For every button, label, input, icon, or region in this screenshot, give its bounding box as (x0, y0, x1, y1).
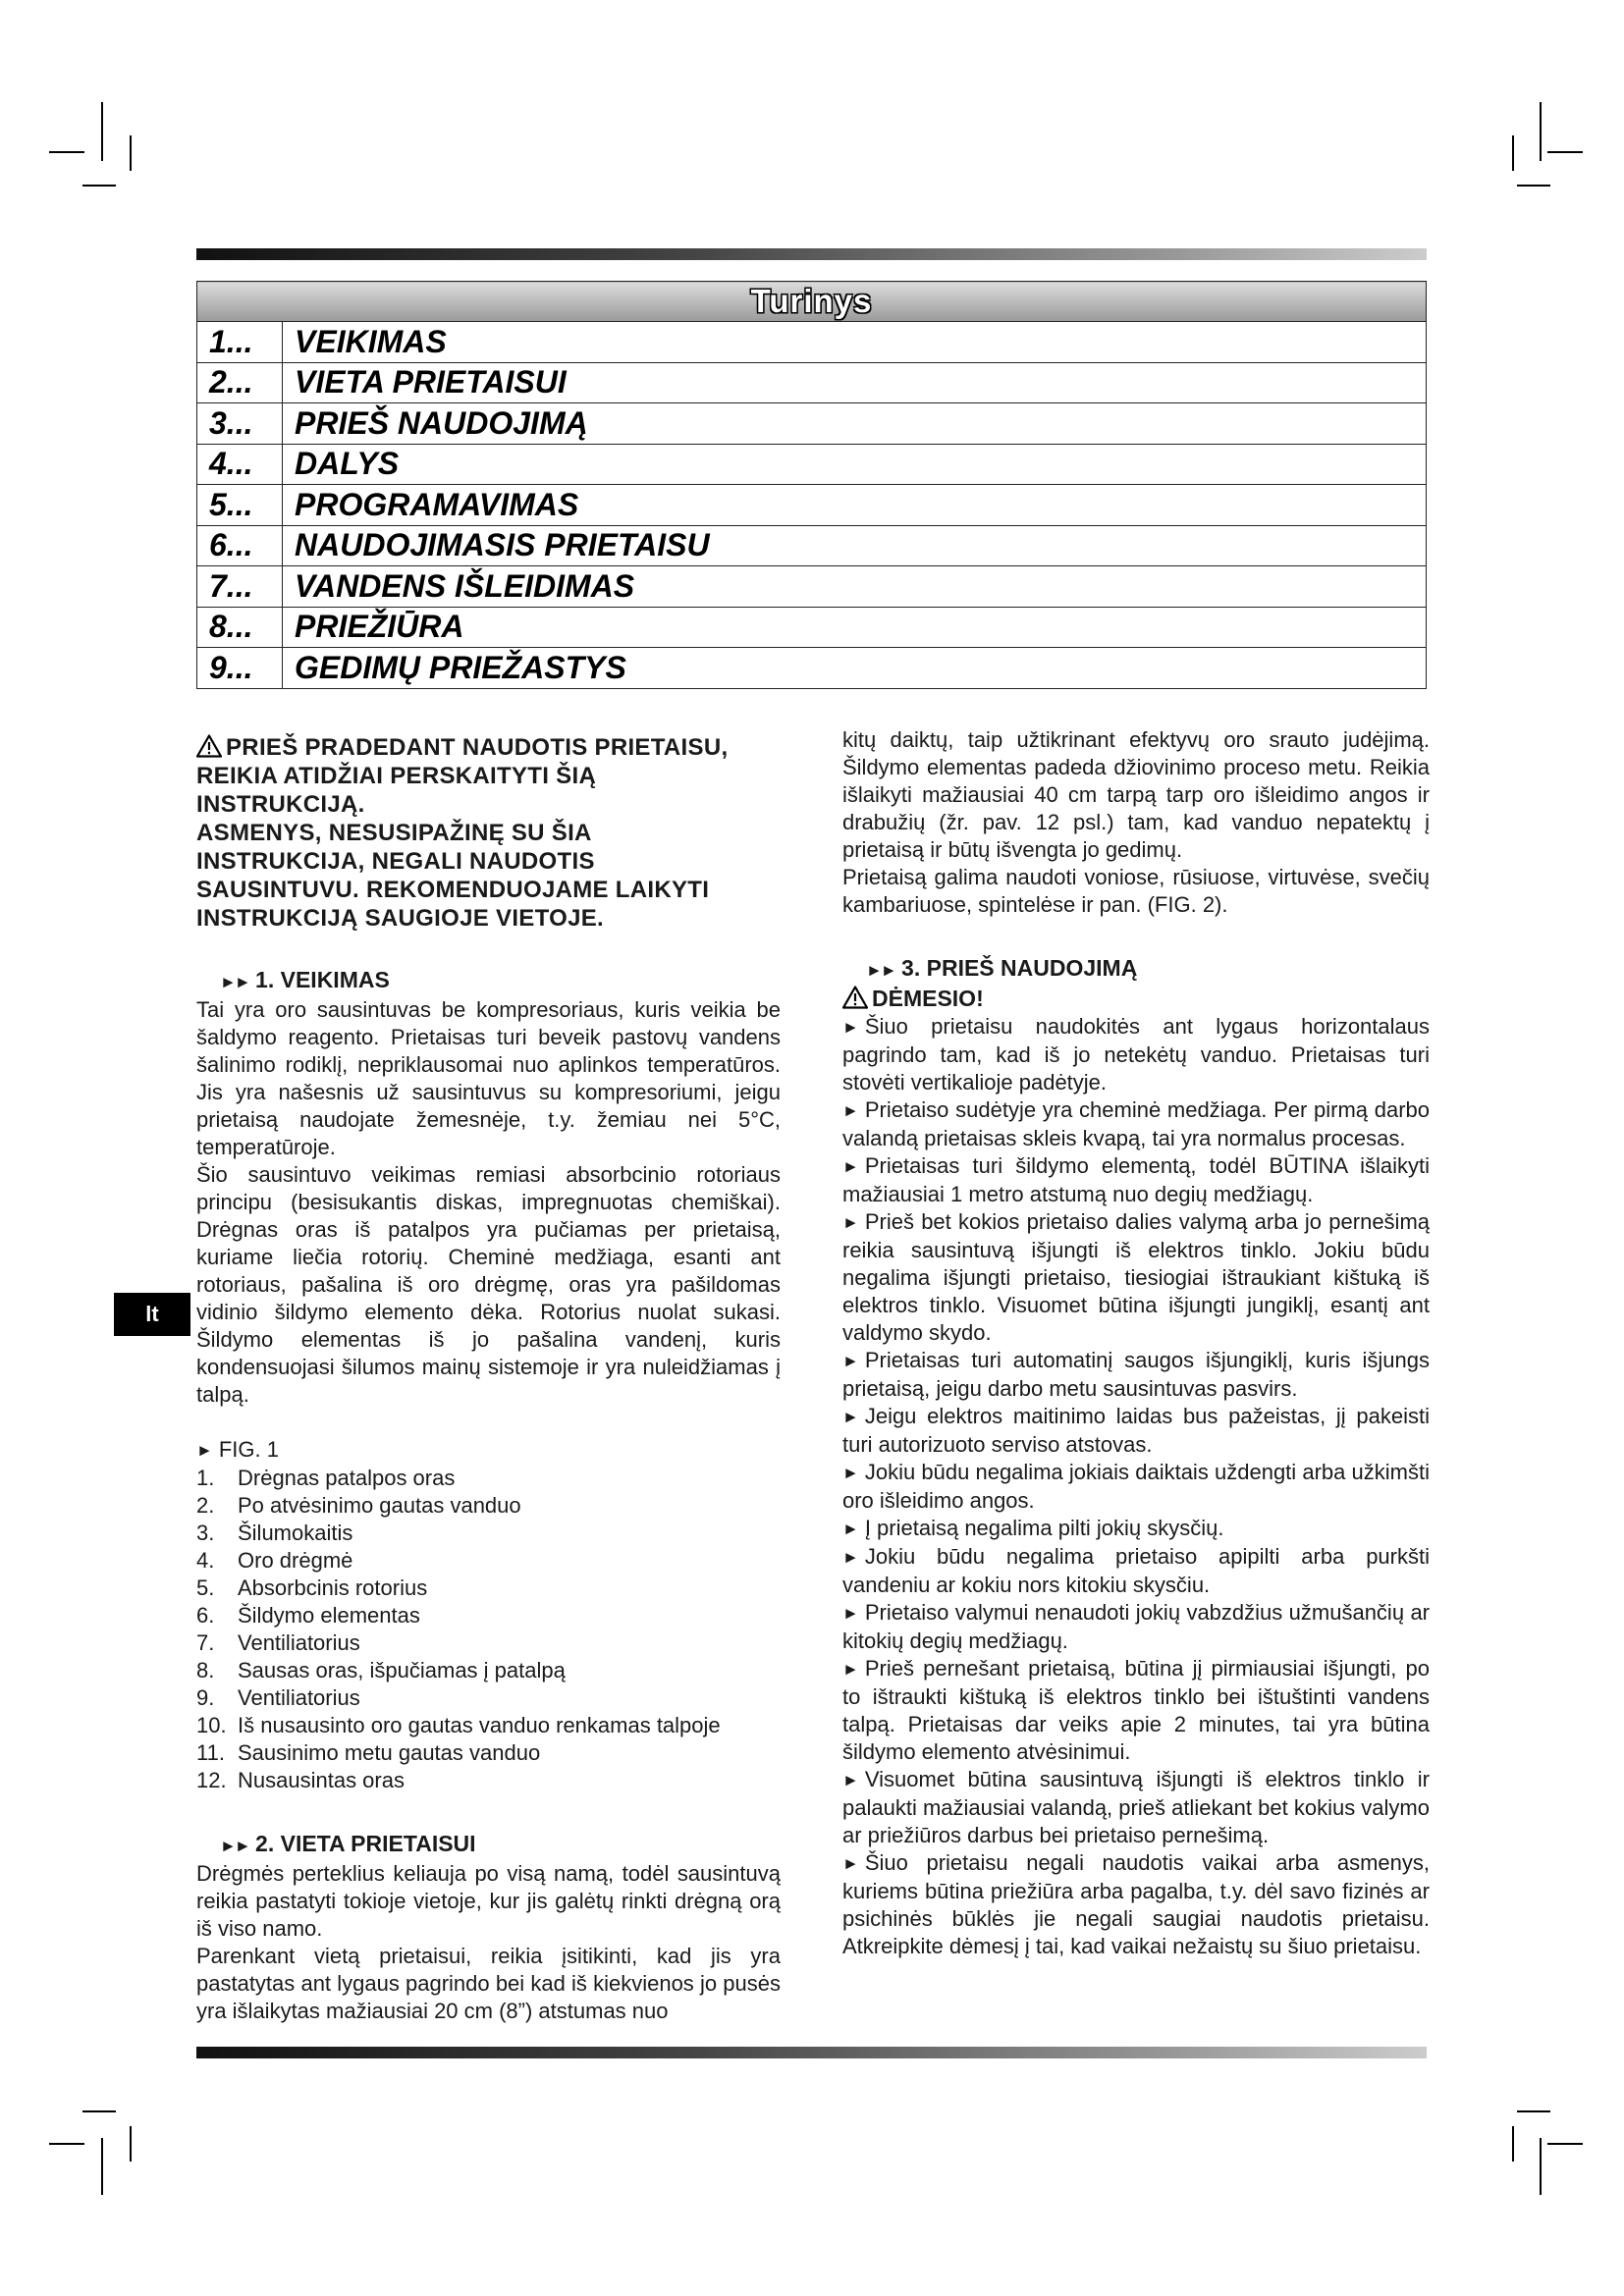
precaution-item (842, 1152, 1430, 1208)
list-text: Šilumokaitis (238, 1521, 353, 1545)
precaution-text: Prietaisas turi automatinį saugos išjungiklį, kuris išjungs prietaisą, jeigu darbo metu sausintuvas pasvirs. (842, 1348, 1430, 1401)
list-number: 2. (196, 1493, 215, 1518)
toc-number: 9... (197, 648, 283, 689)
bullet-arrow-icon: ► (842, 1464, 859, 1482)
warning-line: INSTRUKCIJA, NEGALI NAUDOTIS (196, 848, 595, 875)
list-item (196, 1547, 781, 1575)
toc-number: 7... (197, 566, 283, 608)
list-text: Absorbcinis rotorius (238, 1575, 428, 1600)
toc-number: 3... (197, 403, 283, 445)
bullet-arrow-icon: ► (842, 1157, 859, 1176)
double-arrow-icon: ►► (220, 973, 249, 991)
section-title: 1. VEIKIMAS (255, 967, 390, 992)
list-text: Nusausintas oras (238, 1768, 405, 1792)
list-item (196, 1629, 781, 1657)
toc-row[interactable] (197, 648, 1427, 689)
toc-number: 5... (197, 485, 283, 526)
top-rule (196, 248, 1427, 260)
list-item (196, 1575, 781, 1602)
list-number: 9. (196, 1685, 215, 1710)
list-number: 1. (196, 1466, 215, 1490)
toc-row[interactable] (197, 607, 1427, 648)
paragraph: Šio sausintuvo veikimas remiasi absorbcinio rotoriaus principu (besisukantis diskas, impregnuotas chemiškai). Drėgnas oras iš patalpos yra pučiamas per prietaisą, kuriame liečia rotorių. Cheminė medžiaga, esanti ant rotoriaus, pašalina iš oro drėgmę, oras yra pašildomas vidinio šildymo elemento dėka. Rotorius nuolat sukasi. Šildymo elementas iš jo pašalina vandenį, kuris kondensuojasi šilumos mainų sistemoje ir yra nuleidžiamas į talpą. (196, 1162, 781, 1407)
bullet-arrow-icon: ► (842, 1660, 859, 1679)
precaution-item (842, 1599, 1430, 1655)
precaution-text: Visuomet būtina sausintuvą išjungti iš elektros tinklo ir palaukti mažiausiai valandą, prieš atliekant bet kokius valymo ar priežiūros darbus bei prietaiso pernešimą. (842, 1767, 1430, 1847)
list-item (196, 1520, 781, 1547)
right-column (842, 726, 1430, 1960)
left-column (196, 733, 781, 2025)
list-item (196, 1465, 781, 1492)
section-2-heading (196, 1830, 781, 1860)
list-number: 4. (196, 1548, 215, 1573)
bullet-arrow-icon: ► (842, 1018, 859, 1037)
list-item (196, 1739, 781, 1767)
toc-label[interactable]: DALYS (283, 444, 1427, 485)
paragraph: kitų daiktų, taip užtikrinant efektyvų oro srauto judėjimą. Šildymo elementas padeda džiovinimo proceso metu. Reikia išlaikyti mažiausiai 40 cm tarpą tarp oro išleidimo angos ir drabužių (žr. pav. 12 psl.) tam, kad vanduo nepatektų į prietaisą ir būtų išvengta jo gedimų. (842, 727, 1430, 862)
toc-label[interactable]: PROGRAMAVIMAS (283, 485, 1427, 526)
warning-line: PRIEŠ PRADEDANT NAUDOTIS PRIETAISU, (226, 734, 729, 761)
bullet-arrow-icon: ► (842, 1854, 859, 1873)
toc-number: 2... (197, 362, 283, 403)
list-number: 6. (196, 1603, 215, 1628)
toc-label[interactable]: GEDIMŲ PRIEŽASTYS (283, 648, 1427, 689)
precautions-list (842, 1013, 1430, 1960)
table-of-contents (196, 281, 1427, 689)
list-item (196, 1492, 781, 1520)
toc-row[interactable] (197, 362, 1427, 403)
precaution-item (842, 1543, 1430, 1599)
double-arrow-icon: ►► (220, 1837, 249, 1855)
attention-text: DĖMESIO! (872, 986, 984, 1011)
precaution-item (842, 1013, 1430, 1096)
bullet-arrow-icon: ► (842, 1548, 859, 1567)
bullet-arrow-icon: ► (842, 1771, 859, 1789)
precaution-text: Į prietaisą negalima pilti jokių skysčių. (864, 1516, 1224, 1540)
warning-icon (842, 986, 868, 1009)
precaution-item (842, 1208, 1430, 1347)
toc-row[interactable] (197, 444, 1427, 485)
paragraph: Tai yra oro sausintuvas be kompresoriaus, kuris veikia be šaldymo reagento. Prietaisas turi beveik pastovų vandens šalinimo rodiklį, nepriklausomai nuo aplinkos temperatūros. Jis yra našesnis už sausintuvus su kompresoriumi, jeigu prietaisą naudojate žemesnėje, t.y. žemiau nei 5°C, temperatūroje. (196, 997, 781, 1159)
list-number: 12. (196, 1768, 227, 1792)
list-item (196, 1602, 781, 1629)
bullet-arrow-icon: ► (842, 1520, 859, 1538)
bullet-arrow-icon: ► (842, 1101, 859, 1120)
warning-line: REIKIA ATIDŽIAI PERSKAITYTI ŠIĄ (196, 763, 597, 789)
precaution-text: Prieš bet kokios prietaiso dalies valymą arba jo pernešimą reikia sausintuvą išjungti iš elektros tinklo. Jokiu būdu negalima išjungti prietaiso, tiesiogiai ištraukiant kištuką iš elektros tinklo. Visuomet būtina išjungti jungiklį, esantį ant valdymo skydo. (842, 1209, 1430, 1345)
toc-row[interactable] (197, 485, 1427, 526)
section-1-heading (196, 966, 781, 996)
toc-label[interactable]: PRIEŽIŪRA (283, 607, 1427, 648)
figure-label (196, 1436, 781, 1465)
toc-number: 4... (197, 444, 283, 485)
precaution-text: Jokiu būdu negalima jokiais daiktais uždengti arba užkimšti oro išleidimo angos. (842, 1460, 1430, 1513)
section-title: 3. PRIEŠ NAUDOJIMĄ (901, 955, 1138, 981)
precaution-text: Prietaisas turi šildymo elementą, todėl BŪTINA išlaikyti mažiausiai 1 metro atstumą nuo degių medžiagų. (842, 1153, 1430, 1206)
toc-number: 6... (197, 525, 283, 566)
toc-label[interactable]: PRIEŠ NAUDOJIMĄ (283, 403, 1427, 445)
precaution-item (842, 1459, 1430, 1515)
toc-row[interactable] (197, 322, 1427, 363)
toc-label[interactable]: VANDENS IŠLEIDIMAS (283, 566, 1427, 608)
precaution-text: Jokiu būdu negalima prietaiso apipilti arba purkšti vandeniu ar kokiu nors kitokiu skysčiu. (842, 1544, 1430, 1597)
bullet-arrow-icon: ► (842, 1213, 859, 1232)
bullet-arrow-icon: ► (842, 1352, 859, 1370)
list-number: 7. (196, 1630, 215, 1655)
precaution-text: Šiuo prietaisu naudokitės ant lygaus horizontalaus pagrindo tam, kad iš jo netekėtų vanduo. Prietaisas turi stovėti vertikalioje padėtyje. (842, 1014, 1430, 1095)
list-text: Sausinimo metu gautas vanduo (238, 1740, 541, 1765)
list-text: Oro drėgmė (238, 1548, 353, 1573)
paragraph: Prietaisą galima naudoti voniose, rūsiuose, virtuvėse, svečių kambariuose, spintelėse ir pan. (FIG. 2). (842, 865, 1430, 917)
precaution-text: Prietaiso valymui nenaudoti jokių vabzdžius užmušančių ar kitokių degių medžiagų. (842, 1600, 1430, 1653)
toc-label[interactable]: VIETA PRIETAISUI (283, 362, 1427, 403)
precaution-item (842, 1515, 1430, 1543)
list-text: Sausas oras, išpučiamas į patalpą (238, 1658, 566, 1682)
list-item (196, 1657, 781, 1684)
list-text: Ventiliatorius (238, 1630, 360, 1655)
list-number: 5. (196, 1575, 215, 1600)
list-text: Po atvėsinimo gautas vanduo (238, 1493, 521, 1518)
list-text: Drėgnas patalpos oras (238, 1466, 456, 1490)
toc-row[interactable] (197, 525, 1427, 566)
figure-legend (196, 1465, 781, 1794)
warning-icon (196, 734, 222, 758)
list-item (196, 1712, 781, 1739)
toc-number: 8... (197, 607, 283, 648)
bullet-arrow-icon: ► (842, 1408, 859, 1426)
bottom-rule (196, 2047, 1427, 2058)
list-text: Ventiliatorius (238, 1685, 360, 1710)
safety-warning (196, 733, 781, 933)
precaution-item (842, 1403, 1430, 1459)
section-title: 2. VIETA PRIETAISUI (255, 1831, 476, 1856)
language-tab: lt (114, 1293, 190, 1336)
precaution-item (842, 1096, 1430, 1152)
bullet-arrow-icon: ► (842, 1604, 859, 1623)
bullet-arrow-icon: ► (196, 1441, 213, 1460)
warning-line: SAUSINTUVU. REKOMENDUOJAME LAIKYTI (196, 877, 710, 903)
figure-label-text: FIG. 1 (218, 1437, 279, 1462)
list-number: 11. (196, 1740, 225, 1765)
list-number: 3. (196, 1521, 215, 1545)
list-text: Šildymo elementas (238, 1603, 420, 1628)
precaution-item (842, 1655, 1430, 1766)
toc-row[interactable] (197, 403, 1427, 445)
precaution-item (842, 1849, 1430, 1960)
toc-title: Turinys (197, 282, 1427, 322)
paragraph: Drėgmės perteklius keliauja po visą namą, todėl sausintuvą reikia pastatyti tokioje vietoje, kur jis galėtų rinkti drėgną orą iš viso namo. (196, 1861, 781, 1941)
warning-line: ASMENYS, NESUSIPAŽINĘ SU ŠIA (196, 820, 592, 846)
section-3-heading (842, 954, 1430, 985)
toc-row[interactable] (197, 566, 1427, 608)
precaution-text: Prietaiso sudėtyje yra cheminė medžiaga. Per pirmą darbo valandą prietaisas skleis kvapą, tai yra normalus procesas. (842, 1097, 1430, 1150)
toc-number: 1... (197, 322, 283, 363)
precaution-item (842, 1766, 1430, 1849)
paragraph: Parenkant vietą prietaisui, reikia įsitikinti, kad jis yra pastatytas ant lygaus pagrindo bei kad iš kiekvienos jo pusės yra išlaikytas mažiausiai 20 cm (8”) atstumas nuo (196, 1944, 781, 2023)
list-text: Iš nusausinto oro gautas vanduo renkamas talpoje (238, 1713, 721, 1737)
toc-label[interactable]: NAUDOJIMASIS PRIETAISU (283, 525, 1427, 566)
precaution-item (842, 1347, 1430, 1403)
list-number: 8. (196, 1658, 215, 1682)
list-number: 10. (196, 1713, 227, 1737)
list-item (196, 1684, 781, 1712)
warning-line: INSTRUKCIJĄ. (196, 791, 365, 818)
double-arrow-icon: ►► (866, 961, 895, 980)
precaution-text: Šiuo prietaisu negali naudotis vaikai arba asmenys, kuriems būtina priežiūra arba pagalba, t.y. dėl savo fizinės ar psichinės būklės jie negali saugiai naudotis prietaisu. Atkreipkite dėmesį į tai, kad vaikai nežaistų su šiuo prietaisu. (842, 1850, 1430, 1958)
warning-line: INSTRUKCIJĄ SAUGIOJE VIETOJE. (196, 905, 605, 932)
attention-heading (842, 985, 1430, 1013)
toc-label[interactable]: VEIKIMAS (283, 322, 1427, 363)
precaution-text: Jeigu elektros maitinimo laidas bus pažeistas, jį pakeisti turi autorizuoto serviso atstovas. (842, 1404, 1430, 1457)
list-item (196, 1767, 781, 1794)
precaution-text: Prieš pernešant prietaisą, būtina jį pirmiausiai išjungti, po to ištraukti kištuką iš elektros tinklo bei ištuštinti vandens talpą. Prietaisas dar veiks apie 2 minutes, tai yra būtina šildymo elemento atvėsinimui. (842, 1656, 1430, 1764)
